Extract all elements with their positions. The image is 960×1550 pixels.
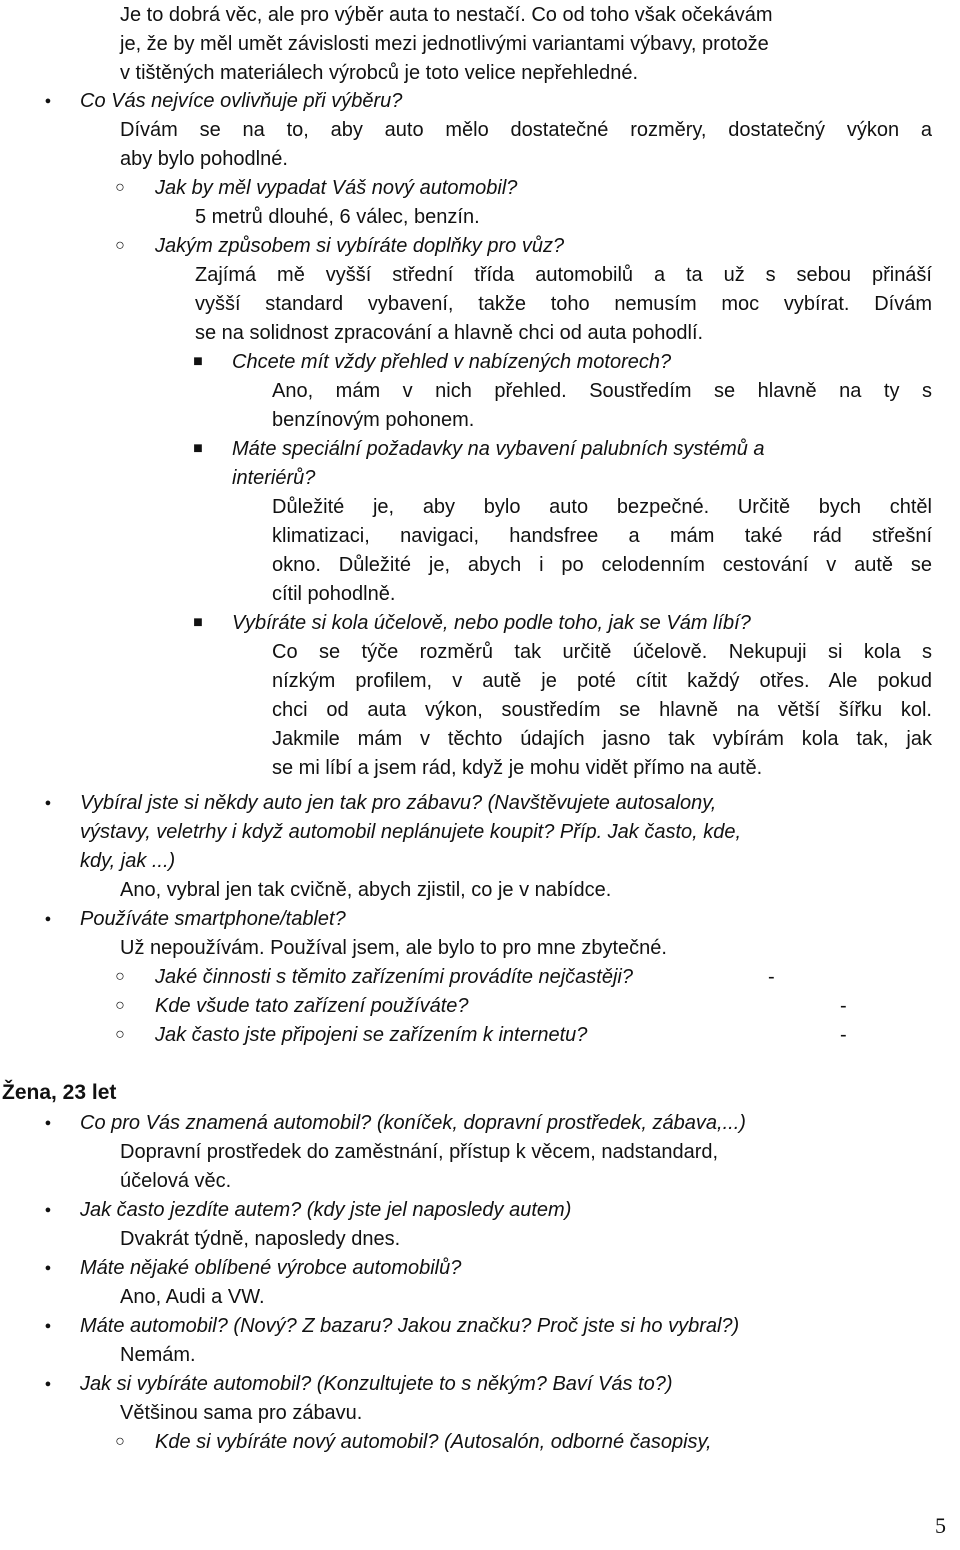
bullet-disc-icon: ● [44, 797, 52, 809]
bullet-disc-icon: ● [44, 1378, 52, 1390]
text-line: v tištěných materiálech výrobců je toto velice nepřehledné. [120, 62, 639, 84]
answer-line: Nemám. [120, 1344, 196, 1366]
answer-line: se na solidnost zpracování a hlavně chci od auta pohodlí. [195, 322, 704, 344]
bullet-disc-icon: ● [44, 1320, 52, 1332]
question-line: ● Co Vás nejvíce ovlivňuje při výběru? [0, 86, 960, 116]
answer-line: Ano, mám v nich přehled. Soustředím se hlavně na ty s [272, 380, 932, 402]
answer-line: vyšší standard vybavení, takže toho nemusím moc vybírat. Dívám [195, 293, 932, 315]
question-line: výstavy, veletrhy i když automobil neplánujete koupit? Příp. Jak často, kde, [80, 821, 742, 843]
answer-line: Ano, Audi a VW. [120, 1286, 265, 1308]
answer-line: se mi líbí a jsem rád, když je mohu vidět přímo na autě. [272, 757, 763, 779]
bullet-square-icon: ■ [193, 353, 203, 370]
question-line: ○ Jakým způsobem si vybíráte doplňky pro vůz? [0, 231, 960, 261]
answer-dash: - [840, 995, 847, 1017]
answer-line: klimatizaci, navigaci, handsfree a mám také rád střešní [272, 525, 932, 547]
answer-line: 5 metrů dlouhé, 6 válec, benzín. [195, 206, 480, 228]
bullet-circle-icon: ○ [115, 968, 125, 985]
question-line: ● Jak často jezdíte autem? (kdy jste jel naposledy autem) [0, 1195, 960, 1225]
question-line: ○ Kde si vybíráte nový automobil? (Autosalón, odborné časopisy, [0, 1427, 960, 1457]
bullet-disc-icon: ● [44, 1117, 52, 1129]
answer-line: Dvakrát týdně, naposledy dnes. [120, 1228, 401, 1250]
question-line: ● Máte nějaké oblíbené výrobce automobilů? [0, 1253, 960, 1283]
question-line: ● Používáte smartphone/tablet? [0, 904, 960, 934]
text-line: je, že by měl umět závislosti mezi jednotlivými variantami výbavy, protože [120, 33, 769, 55]
answer-line: Zajímá mě vyšší střední třída automobilů a ta už s sebou přináší [195, 264, 932, 286]
answer-line: Většinou sama pro zábavu. [120, 1402, 363, 1424]
bullet-circle-icon: ○ [115, 1026, 125, 1043]
bullet-square-icon: ■ [193, 440, 203, 457]
answer-line: Ano, vybral jen tak cvičně, abych zjistil, co je v nabídce. [120, 879, 612, 901]
question-line: ● Jak si vybíráte automobil? (Konzultujete to s někým? Baví Vás to?) [0, 1369, 960, 1399]
answer-line: aby bylo pohodlné. [120, 148, 288, 170]
bullet-disc-icon: ● [44, 1204, 52, 1216]
bullet-circle-icon: ○ [115, 1433, 125, 1450]
bullet-disc-icon: ● [44, 913, 52, 925]
bullet-square-icon: ■ [193, 614, 203, 631]
question-line: ○ Jak by měl vypadat Váš nový automobil? [0, 173, 960, 203]
text-line: Je to dobrá věc, ale pro výběr auta to nestačí. Co od toho však očekávám [120, 4, 773, 26]
answer-line: okno. Důležité je, abych i po celodenním cestování v autě se [272, 554, 932, 576]
bullet-disc-icon: ● [44, 1262, 52, 1274]
question-line: ○ Jaké činnosti s těmito zařízeními provádíte nejčastěji? - [0, 962, 960, 992]
question-line: ■ Vybíráte si kola účelově, nebo podle toho, jak se Vám líbí? [0, 608, 960, 638]
question-line: ● Co pro Vás znamená automobil? (koníček, dopravní prostředek, zábava,...) [0, 1108, 960, 1138]
question-line: ○ Kde všude tato zařízení používáte? - [0, 991, 960, 1021]
answer-line: Už nepoužívám. Používal jsem, ale bylo to pro mne zbytečné. [120, 937, 667, 959]
respondent-heading: Žena, 23 let [2, 1081, 117, 1104]
answer-line: Co se týče rozměrů tak určitě účelově. Nekupuji si kola s [272, 641, 932, 663]
answer-line: chci od auta výkon, soustředím se hlavně na větší šířku kol. [272, 699, 932, 721]
answer-line: Dopravní prostředek do zaměstnání, přístup k věcem, nadstandard, [120, 1141, 719, 1163]
answer-line: nízkým profilem, v autě je poté cítit každý otřes. Ale pokud [272, 670, 932, 692]
question-line: ■ Chcete mít vždy přehled v nabízených motorech? [0, 347, 960, 377]
question-line: interiérů? [232, 467, 316, 489]
question-line: ○ Jak často jste připojeni se zařízením k internetu? - [0, 1020, 960, 1050]
page-number: 5 [935, 1513, 946, 1538]
answer-line: účelová věc. [120, 1170, 232, 1192]
bullet-circle-icon: ○ [115, 237, 125, 254]
bullet-circle-icon: ○ [115, 997, 125, 1014]
answer-line: Dívám se na to, aby auto mělo dostatečné rozměry, dostatečný výkon a [120, 119, 932, 141]
bullet-circle-icon: ○ [115, 179, 125, 196]
answer-dash: - [768, 966, 775, 988]
bullet-disc-icon: ● [44, 95, 52, 107]
question-line: ● Vybíral jste si někdy auto jen tak pro zábavu? (Navštěvujete autosalony, [0, 788, 960, 818]
answer-line: benzínovým pohonem. [272, 409, 475, 431]
question-line: ■ Máte speciální požadavky na vybavení palubních systémů a [0, 434, 960, 464]
answer-line: Jakmile mám v těchto údajích jasno tak vybírám kola tak, jak [272, 728, 932, 750]
question-line: ● Máte automobil? (Nový? Z bazaru? Jakou značku? Proč jste si ho vybral?) [0, 1311, 960, 1341]
answer-line: Důležité je, aby bylo auto bezpečné. Určitě bych chtěl [272, 496, 932, 518]
question-line: kdy, jak ...) [80, 850, 176, 872]
answer-dash: - [840, 1024, 847, 1046]
answer-line: cítil pohodlně. [272, 583, 396, 605]
